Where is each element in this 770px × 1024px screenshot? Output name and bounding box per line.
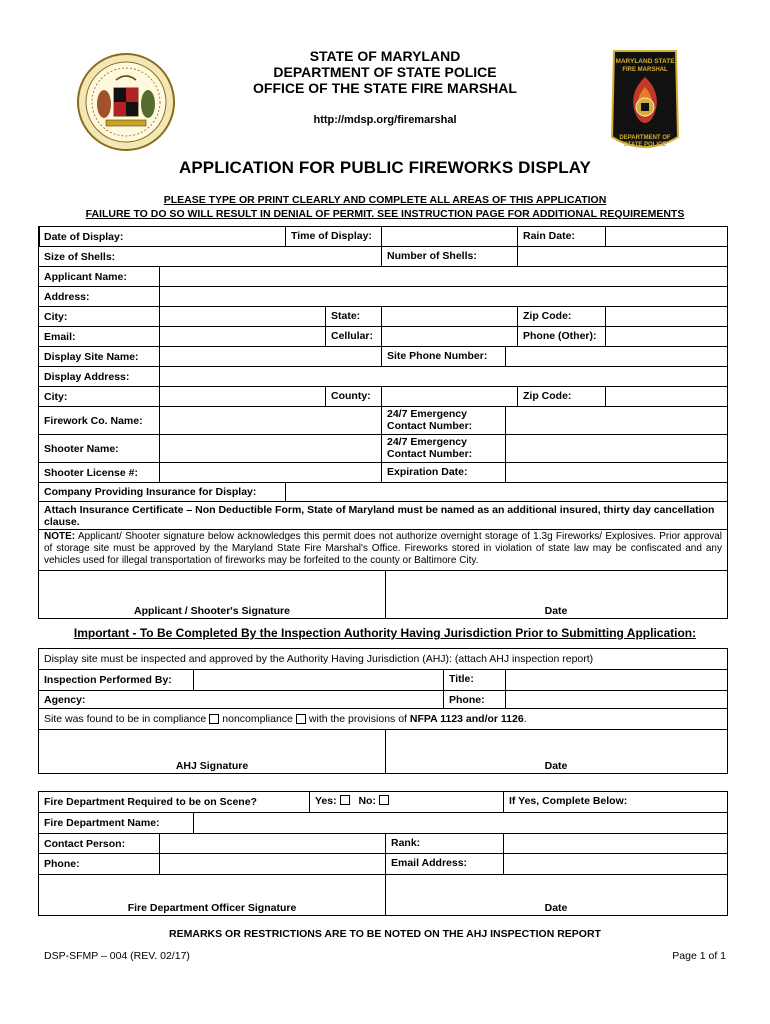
size-of-shells-label: Size of Shells: [44,250,116,263]
date-of-display-label: Date of Display: [44,230,124,243]
instruction-line-2: FAILURE TO DO SO WILL RESULT IN DENIAL OF PERMIT. SEE INSTRUCTION PAGE FOR ADDITIONAL REQUIREMENTS [85,208,685,220]
display-zip-field[interactable] [605,387,727,406]
applicant-name-label: Applicant Name: [44,270,127,283]
row-fire-dept-phone [39,854,727,875]
applicant-name-field[interactable] [159,267,727,286]
emergency-contact-field-1[interactable] [505,407,727,434]
county-label: County: [325,387,381,406]
row-city-county-zip [39,387,727,407]
row-display-site [39,347,727,367]
shooter-license-field[interactable] [159,463,381,482]
provisions-text: with the provisions of [308,713,407,725]
emergency-contact-label-1: 24/7 Emergency Contact Number: [381,407,505,434]
display-address-label: Display Address: [44,370,130,383]
applicant-date-label: Date [544,605,568,617]
header-url: http://mdsp.org/firemarshal [313,114,457,126]
remarks-notice: REMARKS OR RESTRICTIONS ARE TO BE NOTED ON THE AHJ INSPECTION REPORT [169,928,601,940]
display-site-name-field[interactable] [159,347,381,366]
cellular-label: Cellular: [325,327,381,346]
emergency-contact-field-2[interactable] [505,435,727,462]
email-label: Email: [44,330,76,343]
if-yes-label: If Yes, Complete Below: [503,792,727,812]
applicant-signature-field[interactable] [39,571,385,605]
rank-field[interactable] [503,834,727,853]
inspector-title-field[interactable] [505,670,727,690]
row-shells [39,247,727,267]
compliance-text: Site was found to be in compliance [44,713,207,725]
noncompliance-checkbox[interactable] [296,714,306,724]
expiration-date-field[interactable] [505,463,727,482]
ahj-date-field[interactable] [385,730,727,760]
date-of-display-field[interactable] [39,227,285,246]
page-number: Page 1 of 1 [672,950,726,962]
row-fire-dept-required [39,792,727,813]
row-inspection-performed [39,670,727,691]
compliance-period: . [523,713,527,725]
contact-person-label: Contact Person: [44,837,126,850]
form-number: DSP-SFMP – 004 (REV. 02/17) [44,950,190,962]
fire-department-form [38,791,728,916]
storage-note [39,530,727,571]
number-of-shells-field[interactable] [517,247,727,266]
row-site-inspection [39,649,727,670]
shooter-license-label: Shooter License #: [44,466,138,479]
agency-phone-field[interactable] [505,691,727,708]
badge-bottom-line2: STATE POLICE [623,142,667,148]
cellular-field[interactable] [381,327,517,346]
row-applicant-name [39,267,727,287]
insurance-company-field[interactable] [285,483,727,501]
emergency-contact-label-2: 24/7 Emergency Contact Number: [381,435,505,462]
firework-co-name-field[interactable] [159,407,381,434]
rain-date-field[interactable] [605,227,727,246]
zip-code-field[interactable] [605,307,727,326]
applicant-signature-row [39,571,727,619]
fire-officer-date-field[interactable] [385,875,727,903]
badge-top-line2: FIRE MARSHAL [622,67,668,73]
applicant-date-field[interactable] [385,571,727,605]
row-compliance [39,709,727,730]
inspection-performed-field[interactable] [193,670,443,690]
row-agency [39,691,727,709]
fire-dept-phone-field[interactable] [159,854,385,874]
row-display-address [39,367,727,387]
site-phone-field[interactable] [505,347,727,366]
fire-officer-signature-field[interactable] [39,875,385,903]
page-title: APPLICATION FOR PUBLIC FIREWORKS DISPLAY [178,158,592,177]
display-city-label: City: [44,390,68,403]
city-field[interactable] [159,307,325,326]
display-address-field[interactable] [159,367,727,386]
badge-bottom-line1: DEPARTMENT OF [619,135,671,141]
row-email-cellular [39,327,727,347]
inspection-performed-label: Inspection Performed By: [44,674,172,686]
rank-label: Rank: [385,834,503,853]
city-label: City: [44,310,68,323]
time-of-display-field[interactable] [381,227,517,246]
display-site-name-label: Display Site Name: [44,350,139,363]
fire-dept-required-label: Fire Department Required to be on Scene? [44,796,257,808]
firework-co-name-label: Firework Co. Name: [44,414,143,427]
fire-officer-signature-label: Fire Department Officer Signature [127,902,297,914]
fire-marshal-badge [608,47,682,157]
ahj-signature-label: AHJ Signature [175,760,249,772]
fire-dept-email-field[interactable] [503,854,727,874]
row-address [39,287,727,307]
site-phone-label: Site Phone Number: [381,347,505,366]
fire-dept-email-label: Email Address: [385,854,503,874]
row-fire-dept-name [39,813,727,834]
ahj-signature-row [39,730,727,774]
inspection-heading: Important - To Be Completed By the Inspection Authority Having Jurisdiction Prior to Submitting Application: [73,626,697,640]
header-state: STATE OF MARYLAND [309,48,461,64]
row-firework-company [39,407,727,435]
phone-other-label: Phone (Other): [517,327,605,346]
applicant-signature-label: Applicant / Shooter's Signature [134,605,290,617]
yes-checkbox[interactable] [340,795,350,805]
county-field[interactable] [381,387,517,406]
display-city-field[interactable] [159,387,325,406]
zip-code-label: Zip Code: [517,307,605,326]
insurance-company-label: Company Providing Insurance for Display: [44,486,257,498]
expiration-date-label: Expiration Date: [381,463,505,482]
state-label: State: [325,307,381,326]
note-text: Applicant/ Shooter signature below acknowledges this permit does not authorize overnight storage of 1.3g Fireworks/ Explosives. Prior approval of storage site must be approved by the Maryland State Fire Marshal's Office. Fireworks stored in violation of state law may be confiscated and any vehicles used for illegal transportation of fireworks may be forfeited to the county or Baltimore City. [44,531,722,566]
yes-label: Yes: [315,795,337,807]
applicant-form [38,226,728,619]
compliance-statement [39,709,532,729]
row-display-date [39,227,727,247]
fire-officer-date-label: Date [544,902,568,914]
ahj-date-label: Date [544,760,568,772]
time-of-display-label: Time of Display: [285,227,381,246]
noncompliance-text: noncompliance [222,713,293,725]
instruction-line-1: PLEASE TYPE OR PRINT CLEARLY AND COMPLETE ALL AREAS OF THIS APPLICATION [163,194,607,206]
fire-officer-signature-row [39,875,727,916]
number-of-shells-label: Number of Shells: [381,247,517,266]
agency-header [180,48,590,96]
agency-phone-label: Phone: [443,691,505,708]
header-office: OFFICE OF THE STATE FIRE MARSHAL [253,80,517,96]
row-contact-person [39,834,727,854]
nfpa-text: NFPA 1123 and/or 1126 [409,713,524,725]
ahj-signature-field[interactable] [39,730,385,760]
phone-other-field[interactable] [605,327,727,346]
no-checkbox[interactable] [379,795,389,805]
row-insurance-company [39,483,727,502]
no-label: No: [358,795,376,807]
rain-date-label: Rain Date: [517,227,605,246]
fire-dept-name-label: Fire Department Name: [44,817,160,829]
inspection-form [38,648,728,774]
fire-dept-required-options [309,792,503,812]
contact-person-field[interactable] [159,834,385,853]
display-zip-label: Zip Code: [517,387,605,406]
shooter-name-field[interactable] [159,435,381,462]
agency-label: Agency: [44,693,86,706]
site-inspection-text: Display site must be inspected and approved by the Authority Having Jurisdiction (AHJ): (attach AHJ inspection report) [44,653,594,665]
note-label: NOTE: [44,531,76,542]
address-field[interactable] [159,287,727,306]
row-city-state-zip [39,307,727,327]
row-shooter-license [39,463,727,483]
inspector-title-label: Title: [443,670,505,690]
shooter-name-label: Shooter Name: [44,442,119,455]
maryland-state-police-seal [76,52,176,152]
fire-dept-phone-label: Phone: [44,858,80,870]
fire-dept-name-field[interactable] [193,813,727,833]
compliance-checkbox[interactable] [209,714,219,724]
email-field[interactable] [159,327,325,346]
state-field[interactable] [381,307,517,326]
header-department: DEPARTMENT OF STATE POLICE [273,64,497,80]
row-shooter-name [39,435,727,463]
badge-top-line1: MARYLAND STATE [615,58,675,65]
address-label: Address: [44,290,90,303]
attach-insurance-text: Attach Insurance Certificate – Non Deductible Form, State of Maryland must be named as an additional insured, thirty day cancellation clause. [39,502,727,530]
